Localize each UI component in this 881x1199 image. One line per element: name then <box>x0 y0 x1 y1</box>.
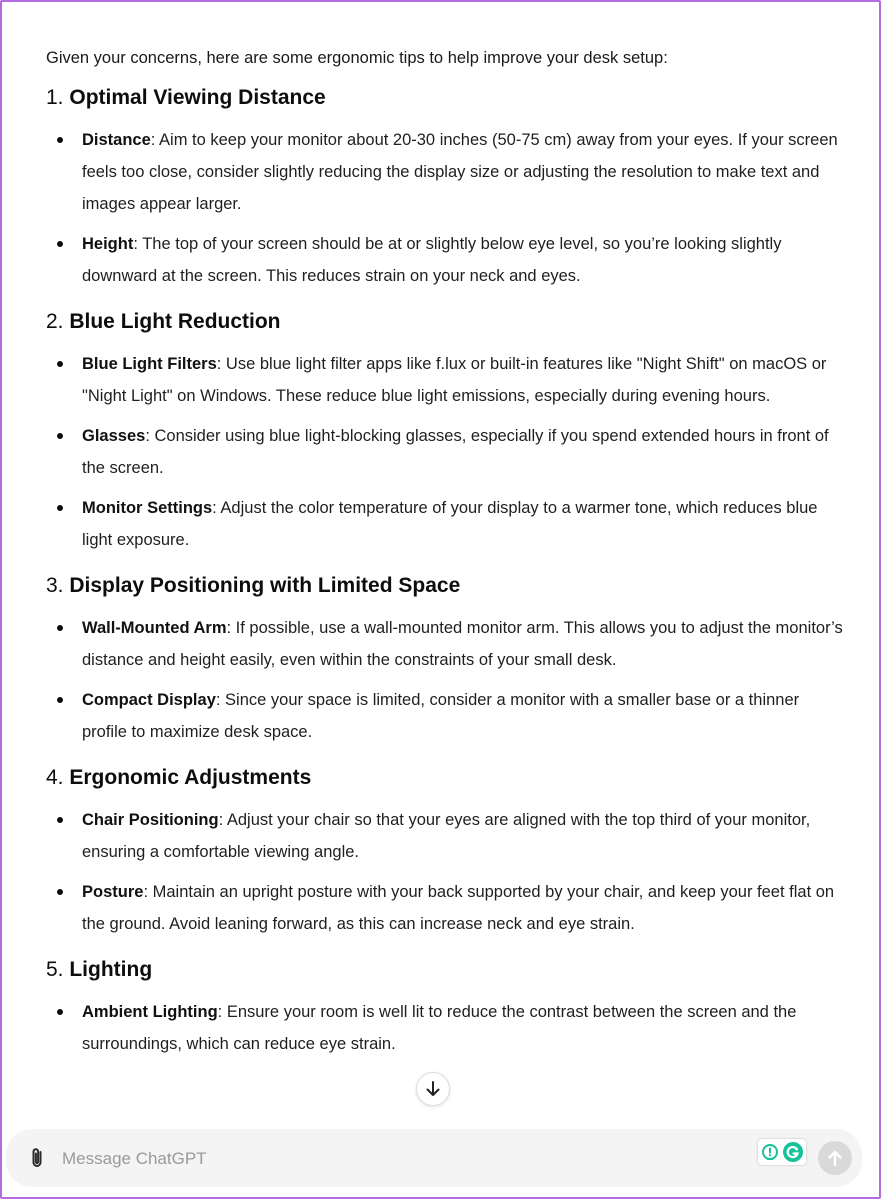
attach-button[interactable] <box>24 1145 50 1171</box>
list-item <box>46 124 846 220</box>
section-heading <box>46 764 846 792</box>
list-item <box>46 612 846 676</box>
item-term: Glasses <box>82 427 146 445</box>
paperclip-icon <box>24 1145 50 1171</box>
section-title: Lighting <box>69 958 153 981</box>
section-title: Display Positioning with Limited Space <box>69 574 461 597</box>
grammarly-widget[interactable] <box>758 1139 806 1165</box>
list-item <box>46 348 846 412</box>
section-heading <box>46 956 846 984</box>
item-text: : Use blue light filter apps like f.lux or built-in features like "Night Shift" on macOS or "Night Light" on Windows. These reduce blue light emissions, especially during evening hours. <box>82 355 827 405</box>
bullet-list <box>46 612 846 748</box>
item-term: Posture <box>82 883 144 901</box>
item-text: : Ensure your room is well lit to reduce the contrast between the screen and the surroundings, which can reduce eye strain. <box>82 1003 797 1053</box>
item-text: : Aim to keep your monitor about 20-30 inches (50-75 cm) away from your eyes. If your screen feels too close, consider slightly reducing the display size or adjusting the resolution to make text and images appear larger. <box>82 131 838 213</box>
scroll-to-bottom-button[interactable] <box>416 1072 450 1106</box>
send-button[interactable] <box>818 1141 852 1175</box>
item-term: Blue Light Filters <box>82 355 217 373</box>
item-text: : Consider using blue light-blocking glasses, especially if you spend extended hours in front of the screen. <box>82 427 829 477</box>
item-text: : Since your space is limited, consider a monitor with a smaller base or a thinner profile to maximize desk space. <box>82 691 800 741</box>
bullet-list <box>46 804 846 940</box>
section-number: 3. <box>46 574 64 597</box>
item-text: : The top of your screen should be at or slightly below eye level, so you’re looking slightly downward at the screen. This reduces strain on your neck and eyes. <box>82 235 782 285</box>
list-item <box>46 684 846 748</box>
list-item <box>46 876 846 940</box>
list-item <box>46 996 846 1060</box>
list-item <box>46 228 846 292</box>
item-text: : If possible, use a wall-mounted monitor arm. This allows you to adjust the monitor’s distance and height easily, even within the constraints of your small desk. <box>82 619 843 669</box>
item-text: : Adjust your chair so that your eyes are aligned with the top third of your monitor, ensuring a comfortable viewing angle. <box>82 811 811 861</box>
bullet-list <box>46 348 846 556</box>
message-composer <box>6 1129 862 1187</box>
section-heading <box>46 84 846 112</box>
section-heading <box>46 572 846 600</box>
item-term: Wall-Mounted Arm <box>82 619 227 637</box>
section-number: 1. <box>46 86 64 109</box>
item-term: Chair Positioning <box>82 811 219 829</box>
item-term: Ambient Lighting <box>82 1003 218 1021</box>
grammarly-icon <box>758 1139 806 1165</box>
list-item <box>46 804 846 868</box>
intro-text: Given your concerns, here are some ergonomic tips to help improve your desk setup: <box>46 49 668 67</box>
item-term: Distance <box>82 131 151 149</box>
item-term: Monitor Settings <box>82 499 213 517</box>
list-item <box>46 492 846 556</box>
section-number: 5. <box>46 958 64 981</box>
chat-message <box>46 44 846 1076</box>
item-text: : Maintain an upright posture with your back supported by your chair, and keep your feet flat on the ground. Avoid leaning forward, as this can increase neck and eye strain. <box>82 883 835 933</box>
arrow-down-icon <box>417 1073 449 1105</box>
section-title: Ergonomic Adjustments <box>69 766 312 789</box>
section-number: 4. <box>46 766 64 789</box>
list-item <box>46 420 846 484</box>
section-heading <box>46 308 846 336</box>
bullet-list <box>46 996 846 1060</box>
bullet-list <box>46 124 846 292</box>
item-text: : Adjust the color temperature of your display to a warmer tone, which reduces blue light exposure. <box>82 499 818 549</box>
arrow-up-icon <box>818 1141 852 1175</box>
section-number: 2. <box>46 310 64 333</box>
message-input[interactable] <box>60 1143 704 1175</box>
item-term: Compact Display <box>82 691 216 709</box>
section-title: Blue Light Reduction <box>69 310 281 333</box>
item-term: Height <box>82 235 134 253</box>
section-title: Optimal Viewing Distance <box>69 86 326 109</box>
